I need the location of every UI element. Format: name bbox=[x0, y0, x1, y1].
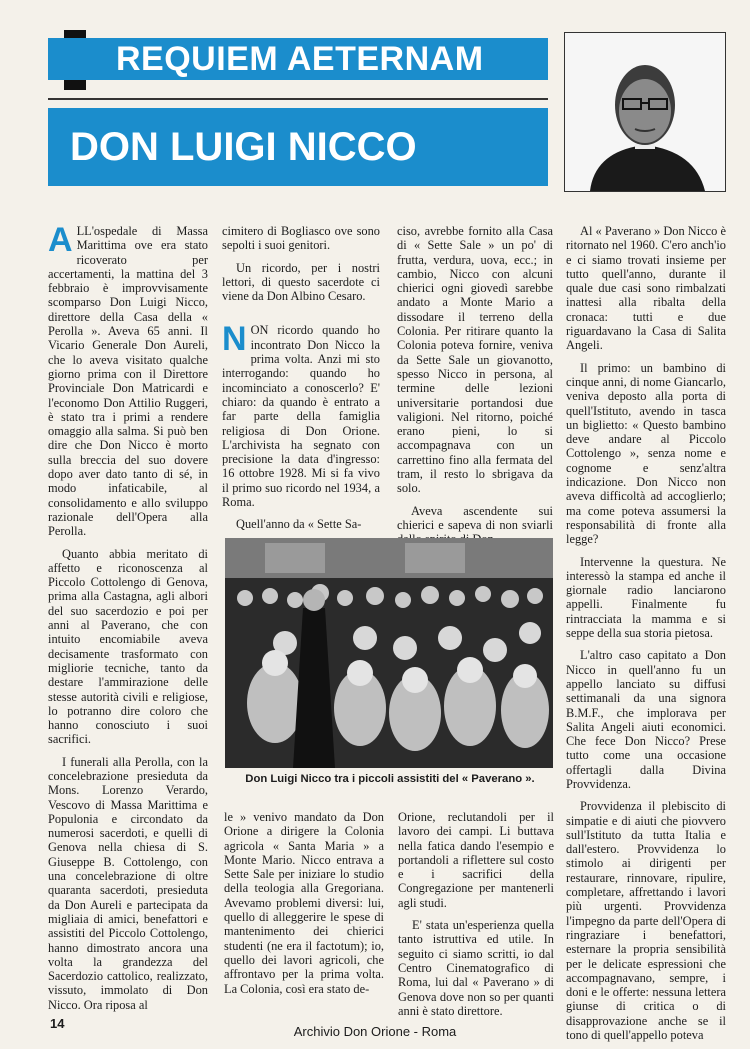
paragraph: ciso, avrebbe fornito alla Casa di « Sette Sale » un po' di frutta, verdura, uova, ecc.; in cambio, Nicco con alcuni chierici ogni giovedì sarebbe andato a Monte Mario a dissodare il terreno della Colonia. Per ritirare quanto la Colonia poteva fornire, veniva da Sette Sale un giovanotto, spesso Nicco in persona, al termine delle lezioni universitarie portandosi due valigioni. Nel ritorno, poiché erano pieni, lo si accompagnava con un carrettino fino alla fermata del tram, il resto lo sbrigava da solo. bbox=[397, 224, 553, 496]
paragraph: Il primo: un bambino di cinque anni, di nome Giancarlo, veniva deposto alla porta di quell'Istituto, avendo in tasca un biglietto: « Questo bambino deve andare al Piccolo Cottolengo », senza nome e cognome e senz'altra indicazione. Don Nicco non aveva difficoltà ad accoglierlo; ma come poteva assumersi la responsabilità di fronte alla legge? bbox=[566, 360, 726, 547]
requiem-title: REQUIEM AETERNAM bbox=[48, 38, 548, 80]
paragraph: cimitero di Bogliasco ove sono sepolti i suoi genitori. bbox=[222, 224, 380, 253]
paragraph: E' stata un'esperienza quella tanto istruttiva ed utile. In seguito ci siamo scritti, io dal Centro Cinematografico di Roma, lui dal « Paverano » di Genova dove non so per quanti anni è stato direttore. bbox=[398, 918, 554, 1018]
paragraph: Provvidenza il plebiscito di simpatie e di aiuti che piovvero sull'Istituto da tutta Italia e dall'estero. Provvidenza lo stimolo ai dirigenti per restaurare, rinnovare, ripulire, completare, affrettando i lavori più urgenti. Provvidenza l'impegno da parte dell'Opera di ringraziare i benefattori, esternare la propria sensibilità per le delicate espressioni che accompagnavano, sempre, i doni e le offerte: nessuna lettera giunse di critica o di disapprovazione anche se il tono di quell'appello poteva bbox=[566, 799, 726, 1043]
group-photo bbox=[225, 538, 553, 768]
paragraph: le » venivo mandato da Don Orione a dirigere la Colonia agricola « Santa Maria » a Monte Mario. Nicco entrava a Sette Sale per iniziare lo studio della teologia alla Gregoriana. Avevamo problemi diversi: lui, quello di alleggerire le spese di mantenimento dei chierici studenti (ne era il factotum); io, quello dei lavori agricoli, che affrontavo per la prima volta. La Colonia, così era stato de- bbox=[224, 810, 384, 996]
dropcap-letter: A bbox=[48, 221, 73, 259]
paragraph: Quanto abbia meritato di affetto e riconoscenza al Piccolo Cottolengo di Genova, prima alla Castagna, agli albori del suo sacerdozio e poi per anni al Paverano, che con intuito encomiabile aveva decisamente trasformato con migliorie tecniche, tanto da destare l'ammirazione delle stesse autorità civili e religiose, lo potranno dire coloro che hanno conosciuto i suoi sacrifici. bbox=[48, 546, 208, 747]
paragraph: L'altro caso capitato a Don Nicco in quell'anno fu un appello lanciato su diffusi settimanali da una signora B.M.F., che implorava per Salita Angeli aiuti economici. Che fece Don Nicco? Prese tutto come una occasione offertagli dalla Divina Provvidenza. bbox=[566, 648, 726, 791]
portrait-photo bbox=[564, 32, 726, 192]
article-column-2-bottom bbox=[224, 810, 384, 1020]
article-column-3 bbox=[397, 224, 553, 532]
paragraph: I funerali alla Perolla, con la concelebrazione presieduta da Mons. Lorenzo Verardo, Vescovo di Massa Marittima e Populonia e circondato da numerosi sacerdoti, e quelli di Genova nella chiesa di S. Giuseppe B. Cottolengo, con una concelebrazione di oltre quaranta sacerdoti, presieduta da Don Aureli e partecipata da migliaia di amici, benefattori e assistiti del Piccolo Cottolengo, hanno dimostrato ancora una volta la grandezza del Sacerdozio cattolico, realizzato, vissuto, immolato di Don Nicco. Ora riposa al bbox=[48, 754, 208, 1012]
paragraph: Orione, reclutandoli per il lavoro dei campi. Li buttava nella fatica dando l'esempio e portandoli a riflettere sul costo e i sacrifici della Congregazione per mantenerli agli studi. bbox=[398, 810, 554, 910]
photo-caption: Don Luigi Nicco tra i piccoli assistiti del « Paverano ». bbox=[245, 773, 535, 785]
paragraph: ALL'ospedale di Massa Marittima ove era stato ricoverato per accertamenti, la mattina del 3 febbraio è improvvisamente scomparso Don Luigi Nicco, direttore della Casa della « Perolla ». Aveva 65 anni. Il Vicario Generale Don Aureli, che lo aveva visitato qualche giorno prima con il Direttore Provinciale Don Matricardi e l'economo Don Attilio Ruggeri, è stato tra i primi a rendere omaggio alla salma. Si può ben dire che Don Nicco è morto sulla breccia del suo dovere dopo aver dato tanto di sé, in modo infaticabile, al consolidamento e allo sviluppo razionale dell'Opera alla Perolla. bbox=[48, 221, 208, 539]
page-title: DON LUIGI NICCO bbox=[48, 108, 548, 186]
article-column-2 bbox=[222, 224, 380, 532]
article-column-3-bottom bbox=[398, 810, 554, 1020]
dropcap-letter: N bbox=[222, 320, 247, 359]
paragraph: Quell'anno da « Sette Sa- bbox=[236, 517, 362, 532]
archive-footer: Archivio Don Orione - Roma bbox=[293, 1024, 457, 1039]
paragraph: Un ricordo, per i nostri lettori, di questo sacerdote ci viene da Don Albino Cesaro. bbox=[222, 260, 380, 304]
article-column-4 bbox=[566, 224, 726, 1043]
paragraph: Al « Paverano » Don Nicco è ritornato nel 1960. C'ero anch'io e ci siamo trovati insieme per tutto quell'anno, durante il quale due casi sono rimbalzati inattesi alla ribalta della cronaca: tutti e due riguardavano la Casa di Salita Angeli. bbox=[566, 224, 726, 353]
article-column-1 bbox=[48, 221, 208, 1014]
paragraph: NON ricordo quando ho incontrato Don Nicco la prima volta. Anzi mi sto interrogando: quando ho incominciato a conoscerlo? E' chiaro: da quando è entrato a far parte della famiglia religiosa di Don Orione. L'archivista ha segnato con precisione la data d'ingresso: 16 ottobre 1928. Mi si fa vivo il primo suo ricordo nel 1934, a Roma. bbox=[222, 320, 380, 510]
divider bbox=[48, 98, 548, 100]
paragraph: Aveva ascendente sui chierici e sapeva di non sviarli bbox=[397, 503, 553, 532]
paragraph: Intervenne la questura. Ne interessò la stampa ed anche il giornale radio lanciarono appelli. Finalmente fu rintracciata la mamma e si seppe della sua storia pietosa. bbox=[566, 554, 726, 641]
page-number: 14 bbox=[50, 1016, 65, 1031]
